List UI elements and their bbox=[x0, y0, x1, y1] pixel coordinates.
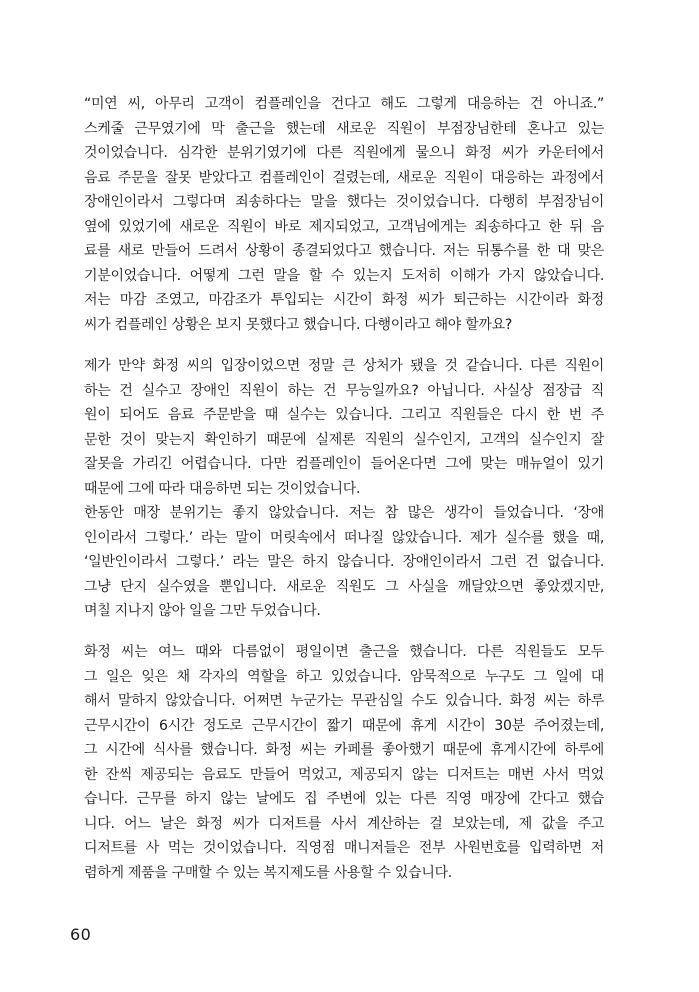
text-line: 옆에 있었기에 새로운 직원이 바로 제지되었고, 고객님에게는 죄송하다고 한 뒤 음 bbox=[84, 218, 604, 235]
text-line: 디저트를 사 먹는 것이었습니다. 직영점 매니저들은 전부 사원번호를 입력하면 저 bbox=[84, 840, 604, 856]
text-line: 료를 새로 만들어 드려서 상황이 종결되었다고 했습니다. 저는 뒤통수를 한 대 맞은 bbox=[84, 243, 604, 259]
text-line: 인이라서 그렇다.’ 라는 말이 머릿속에서 떠나질 않았습니다. 제가 실수를 했을 때, bbox=[84, 529, 604, 546]
text-line: 스케줄 근무였기에 막 출근을 했는데 새로운 직원이 부점장님한테 혼나고 있는 bbox=[84, 120, 604, 137]
text-line: 한동안 매장 분위기는 좋지 않았습니다. 저는 참 많은 생각이 들었습니다. ‘장애 bbox=[84, 505, 604, 521]
text-line: ‘일반인이라서 그렇다.’ 라는 말은 하지 않습니다. 장애인이라서 그런 건 없습니다. bbox=[84, 554, 604, 570]
text-line: 한 잔씩 제공되는 음료도 만들어 먹었고, 제공되지 않는 디저트는 매번 사서 먹었 bbox=[84, 766, 604, 783]
text-line: 하는 건 실수고 장애인 직원이 하는 건 무능일까요? 아닙니다. 사실상 점장급 직 bbox=[84, 382, 604, 399]
text-line: 원이 되어도 음료 주문받을 때 실수는 있습니다. 그리고 직원들은 다시 한 번 주 bbox=[84, 407, 604, 423]
text-line: 그냥 단지 실수였을 뿐입니다. 새로운 직원도 그 사실을 깨달았으면 좋았겠지만, bbox=[84, 578, 604, 595]
text-line: “미연 씨, 아무리 고객이 컴플레인을 건다고 해도 그렇게 대응하는 건 아니죠.” bbox=[84, 96, 604, 112]
paragraph-3 bbox=[84, 640, 604, 885]
text-line: 제가 만약 화정 씨의 입장이었으면 정말 큰 상처가 됐을 것 같습니다. 다른 직원이 bbox=[84, 358, 604, 374]
text-line: 음료 주문을 잘못 받았다고 컴플레인이 걸렸는데, 새로운 직원이 대응하는 과정에서 bbox=[84, 169, 604, 186]
text-line: 해서 말하지 않았습니다. 어쩌면 누군가는 무관심일 수도 있습니다. 화정 씨는 하루 bbox=[84, 693, 604, 709]
text-line: 며칠 지나지 않아 일을 그만 두었습니다. bbox=[84, 603, 321, 619]
text-line: 문한 것이 맞는지 확인하기 때문에 실제론 직원의 실수인지, 고객의 실수인지 잘 bbox=[84, 431, 604, 448]
text-line: 렴하게 제품을 구매할 수 있는 복지제도를 사용할 수 있습니다. bbox=[84, 864, 452, 881]
text-line: 근무시간이 6시간 정도로 근무시간이 짧기 때문에 휴게 시간이 30분 주어졌는데, bbox=[84, 717, 604, 734]
text-line: 것이었습니다. 심각한 분위기였기에 다른 직원에게 물으니 화정 씨가 카운터에서 bbox=[84, 145, 604, 161]
text-line: 잘못을 가리긴 어렵습니다. 다만 컴플레인이 들어온다면 그에 맞는 매뉴얼이 있기 bbox=[84, 456, 604, 472]
paragraph-2 bbox=[84, 354, 604, 624]
text-line: 그 시간에 식사를 했습니다. 화정 씨는 카페를 좋아했기 때문에 휴게시간에 하루에 bbox=[84, 742, 604, 758]
text-line: 니다. 어느 날은 화정 씨가 디저트를 사서 계산하는 걸 보았는데, 제 값을 주고 bbox=[84, 815, 604, 832]
text-line: 저는 마감 조였고, 마감조가 투입되는 시간이 화정 씨가 퇴근하는 시간이라 화정 bbox=[84, 292, 604, 308]
page-number: 60 bbox=[70, 925, 92, 944]
text-line: 때문에 그에 따라 대응하면 되는 것이었습니다. bbox=[84, 480, 361, 497]
text-line: 장애인이라서 그렇다며 죄송하다는 말을 했다는 것이었습니다. 다행히 부점장님이 bbox=[84, 194, 604, 210]
text-line: 습니다. 근무를 하지 않는 날에도 집 주변에 있는 다른 직영 매장에 간다고 했습 bbox=[84, 791, 604, 807]
text-line: 씨가 컴플레인 상황은 보지 못했다고 했습니다. 다행이라고 해야 할까요? bbox=[84, 316, 512, 333]
text-line: 그 일은 잊은 채 각자의 역할을 하고 있었습니다. 암묵적으로 누구도 그 일에 대 bbox=[84, 668, 604, 685]
text-line: 기분이었습니다. 어떻게 그런 말을 할 수 있는지 도저히 이해가 가지 않았습니다. bbox=[84, 267, 604, 284]
text-line: 화정 씨는 여느 때와 다름없이 평일이면 출근을 했습니다. 다른 직원들도 모두 bbox=[84, 644, 604, 660]
paragraph-1 bbox=[84, 92, 604, 337]
